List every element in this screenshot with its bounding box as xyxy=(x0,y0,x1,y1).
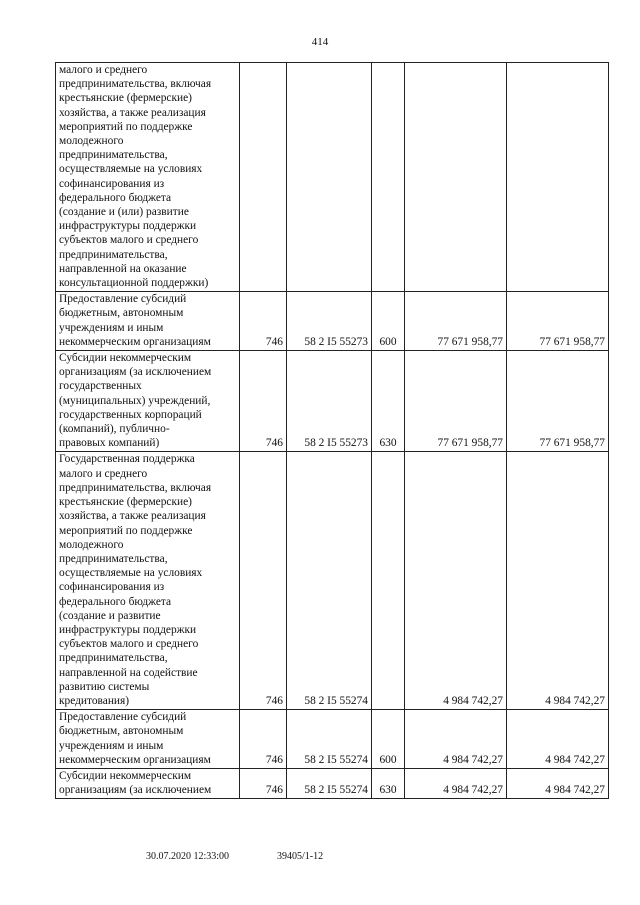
row-sum-2 xyxy=(507,63,609,292)
row-name: малого и среднего предпринимательства, включая крестьянские (фермерские) хозяйства, а также реализация мероприятий по поддержке молодежного предпринимательства, осуществляемые на условиях софинансирования из федерального бюджета (создание и (или) развитие инфраструктуры поддержки субъектов малого и среднего предпринимательства, направленной на оказание консультационной поддержки) xyxy=(56,63,240,292)
table-row xyxy=(56,452,609,710)
row-sum-1: 4 984 742,27 xyxy=(405,452,507,710)
table-row xyxy=(56,63,609,292)
row-csr: 58 2 I5 55274 xyxy=(287,768,372,798)
row-sum-2: 4 984 742,27 xyxy=(507,768,609,798)
row-csr: 58 2 I5 55273 xyxy=(287,351,372,452)
row-vr xyxy=(372,452,405,710)
table-row xyxy=(56,351,609,452)
row-csr xyxy=(287,63,372,292)
row-sum-1 xyxy=(405,63,507,292)
row-sum-2: 4 984 742,27 xyxy=(507,452,609,710)
row-csr: 58 2 I5 55273 xyxy=(287,292,372,351)
row-ved: 746 xyxy=(240,452,287,710)
row-sum-1: 4 984 742,27 xyxy=(405,710,507,769)
footer-timestamp: 30.07.2020 12:33:00 xyxy=(146,851,230,862)
row-sum-1: 4 984 742,27 xyxy=(405,768,507,798)
row-name: Государственная поддержка малого и среднего предпринимательства, включая крестьянские (фермерские) хозяйства, а также реализация мероприятий по поддержке молодежного предпринимательства, осуществляемые на условиях софинансирования из федерального бюджета (создание и развитие инфраструктуры поддержки субъектов малого и среднего предпринимательства, направленной на содействие развитию системы кредитования) xyxy=(56,452,240,710)
page-number: 414 xyxy=(311,36,329,48)
table-row xyxy=(56,768,609,798)
table-row xyxy=(56,292,609,351)
row-sum-1: 77 671 958,77 xyxy=(405,292,507,351)
row-name: Предоставление субсидий бюджетным, автономным учреждениям и иным некоммерческим организациям xyxy=(56,710,240,769)
row-csr: 58 2 I5 55274 xyxy=(287,452,372,710)
footer-doc-id: 39405/1-12 xyxy=(277,851,324,862)
row-name: Субсидии некоммерческим организациям (за исключением xyxy=(56,768,240,798)
row-vr: 600 xyxy=(372,292,405,351)
row-ved: 746 xyxy=(240,710,287,769)
row-vr: 630 xyxy=(372,768,405,798)
row-ved xyxy=(240,63,287,292)
row-sum-1: 77 671 958,77 xyxy=(405,351,507,452)
row-name: Субсидии некоммерческим организациям (за исключением государственных (муниципальных) учреждений, государственных корпораций (компаний), публично- правовых компаний) xyxy=(56,351,240,452)
row-name: Предоставление субсидий бюджетным, автономным учреждениям и иным некоммерческим организациям xyxy=(56,292,240,351)
row-sum-2: 77 671 958,77 xyxy=(507,292,609,351)
row-vr: 600 xyxy=(372,710,405,769)
row-sum-2: 77 671 958,77 xyxy=(507,351,609,452)
row-ved: 746 xyxy=(240,292,287,351)
row-vr xyxy=(372,63,405,292)
table-row xyxy=(56,710,609,769)
row-ved: 746 xyxy=(240,768,287,798)
row-vr: 630 xyxy=(372,351,405,452)
budget-table xyxy=(55,62,609,799)
row-ved: 746 xyxy=(240,351,287,452)
row-sum-2: 4 984 742,27 xyxy=(507,710,609,769)
row-csr: 58 2 I5 55274 xyxy=(287,710,372,769)
